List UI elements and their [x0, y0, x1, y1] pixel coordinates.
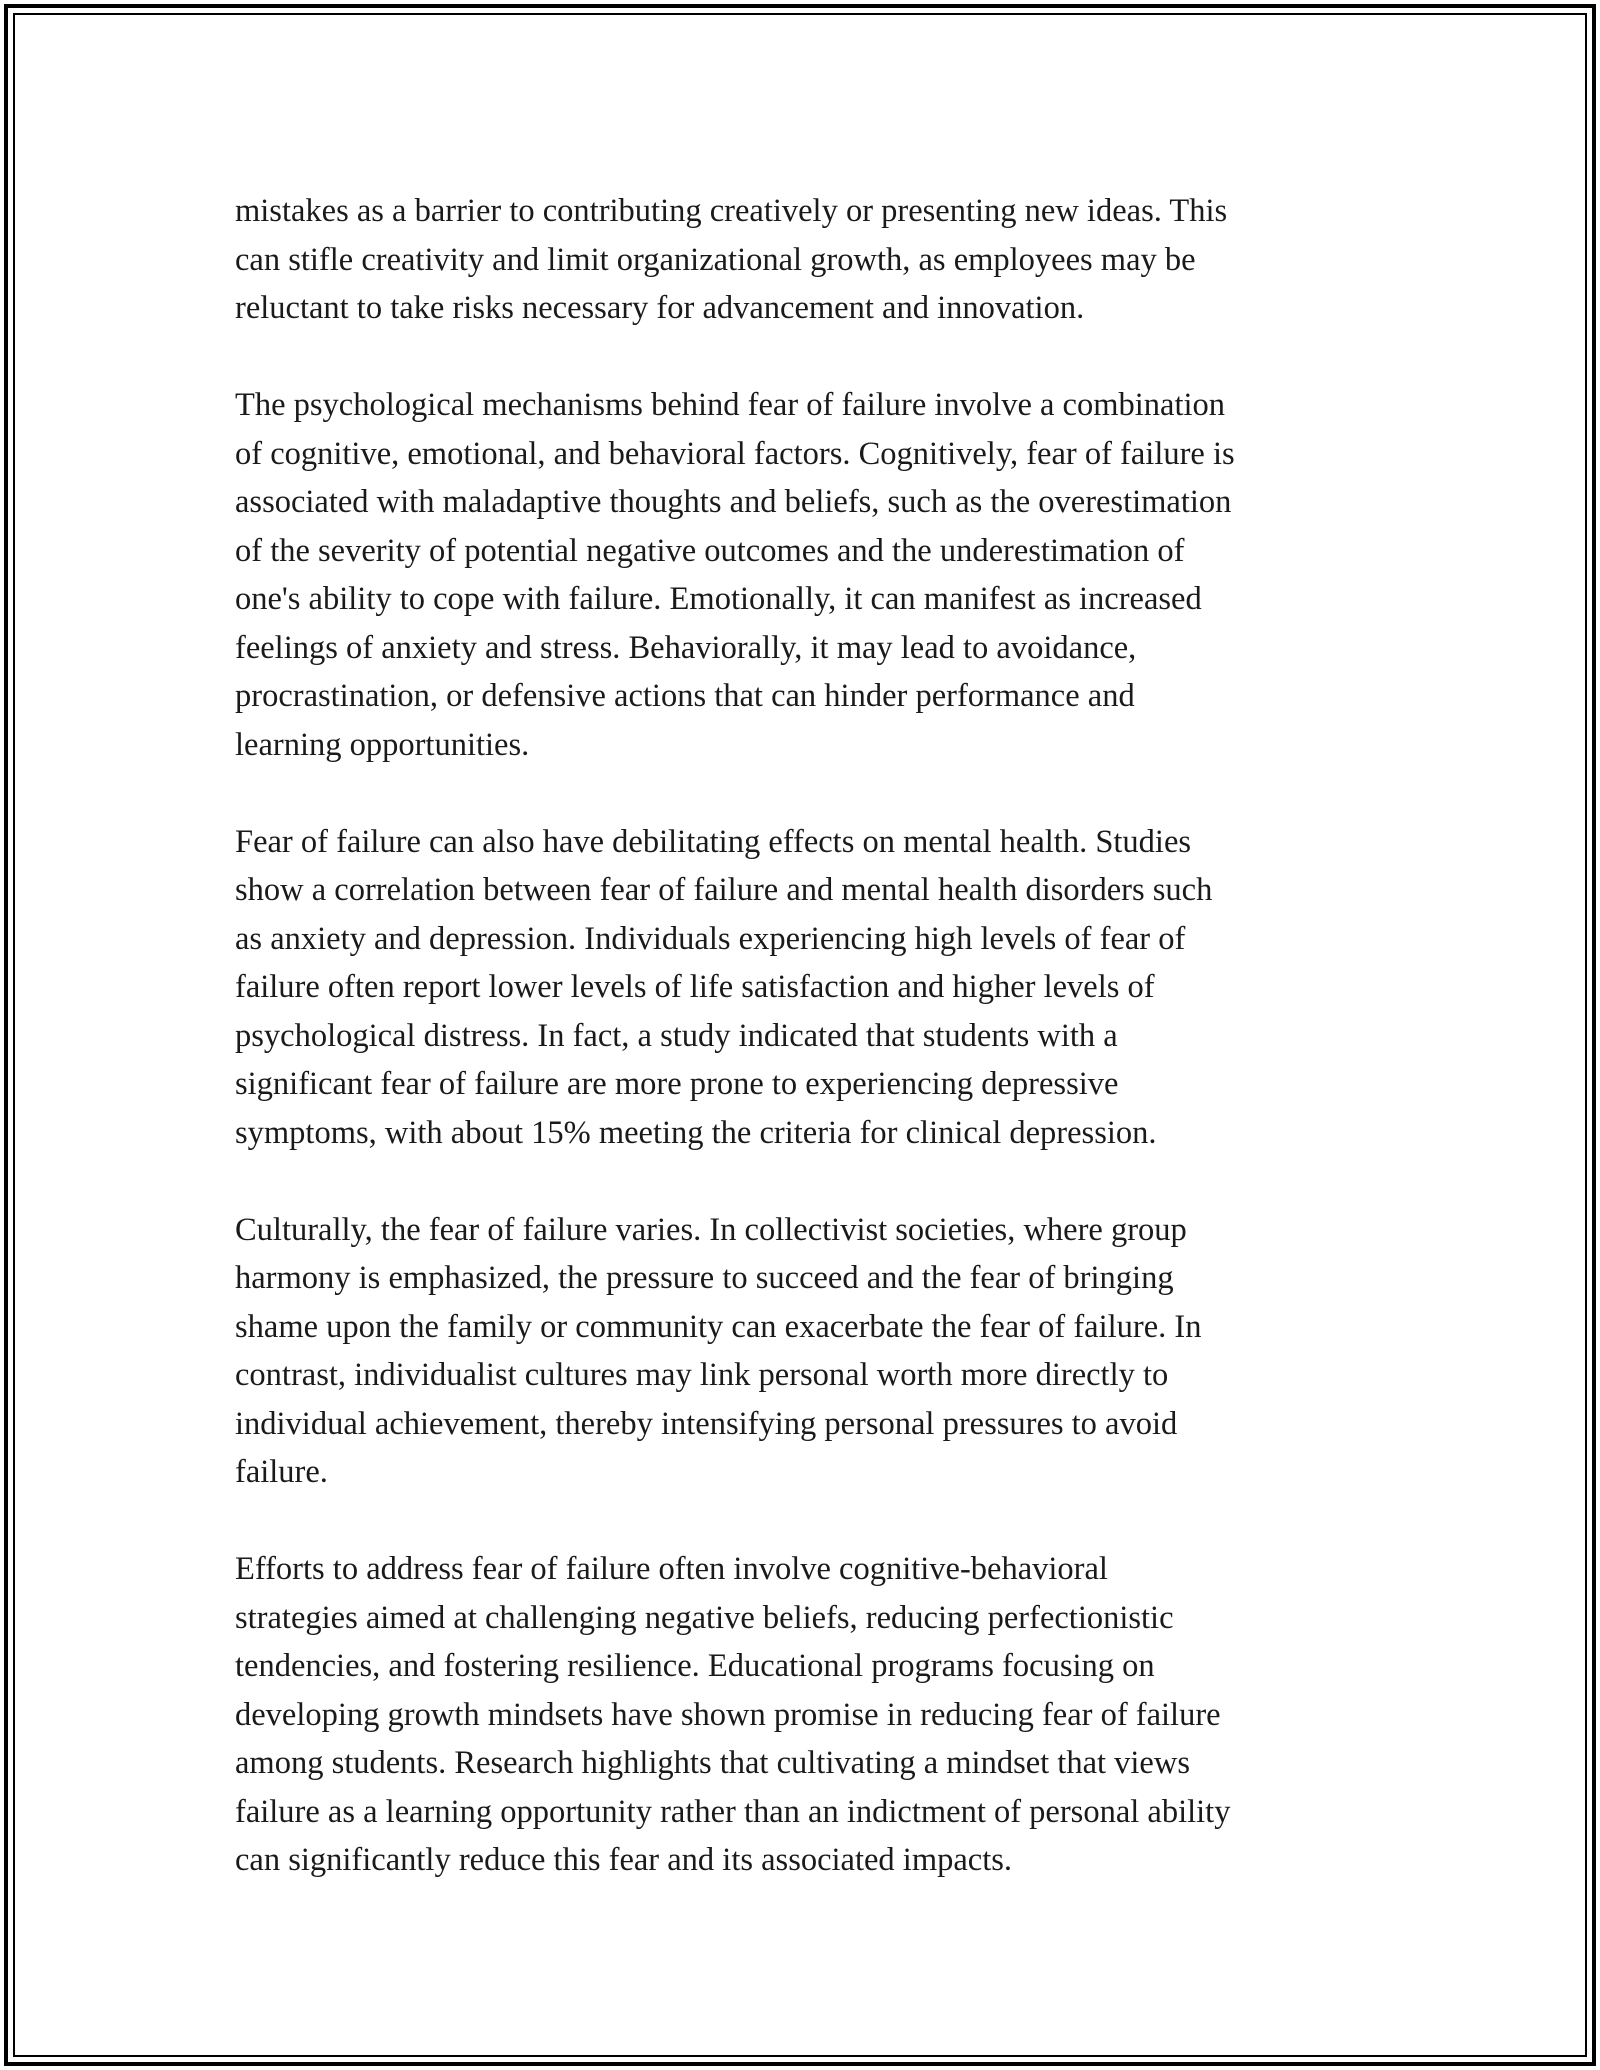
text-line: mistakes as a barrier to contributing creatively or presenting new ideas. This	[235, 193, 1228, 229]
text-line: failure.	[235, 1454, 328, 1490]
text-line: shame upon the family or community can exacerbate the fear of failure. In	[235, 1308, 1202, 1345]
paragraph	[235, 818, 1415, 1158]
text-line: tendencies, and fostering resilience. Educational programs focusing on	[235, 1648, 1155, 1684]
text-line: strategies aimed at challenging negative beliefs, reducing perfectionistic	[235, 1599, 1174, 1636]
paragraph	[235, 381, 1415, 769]
text-line: symptoms, with about 15% meeting the criteria for clinical depression.	[235, 1114, 1157, 1151]
text-line: psychological distress. In fact, a study indicated that students with a	[235, 1017, 1118, 1054]
text-line: failure as a learning opportunity rather than an indictment of personal ability	[235, 1793, 1231, 1830]
text-line: developing growth mindsets have shown promise in reducing fear of failure	[235, 1696, 1221, 1733]
text-line: of cognitive, emotional, and behavioral factors. Cognitively, fear of failure is	[235, 435, 1235, 472]
text-line: one's ability to cope with failure. Emotionally, it can manifest as increased	[235, 581, 1202, 617]
text-line: reluctant to take risks necessary for advancement and innovation.	[235, 290, 1085, 326]
text-line: harmony is emphasized, the pressure to succeed and the fear of bringing	[235, 1260, 1174, 1296]
text-line: procrastination, or defensive actions that can hinder performance and	[235, 678, 1135, 714]
text-line: of the severity of potential negative outcomes and the underestimation of	[235, 532, 1185, 569]
text-line: learning opportunities.	[235, 726, 530, 763]
paragraph	[235, 1545, 1415, 1885]
text-line: feelings of anxiety and stress. Behaviorally, it may lead to avoidance,	[235, 629, 1137, 666]
text-line: Culturally, the fear of failure varies. In collectivist societies, where group	[235, 1211, 1187, 1248]
text-line: as anxiety and depression. Individuals experiencing high levels of fear of	[235, 920, 1186, 957]
text-line: associated with maladaptive thoughts and beliefs, such as the overestimation	[235, 484, 1232, 520]
text-line: can stifle creativity and limit organizational growth, as employees may be	[235, 241, 1196, 278]
text-line: failure often report lower levels of life satisfaction and higher levels of	[235, 969, 1155, 1005]
text-line: Efforts to address fear of failure often involve cognitive-behavioral	[235, 1551, 1108, 1587]
text-line: among students. Research highlights that cultivating a mindset that views	[235, 1745, 1190, 1781]
document-body	[235, 187, 1415, 1885]
text-line: The psychological mechanisms behind fear of failure involve a combination	[235, 387, 1226, 423]
text-line: significant fear of failure are more prone to experiencing depressive	[235, 1066, 1119, 1102]
text-line: individual achievement, thereby intensifying personal pressures to avoid	[235, 1405, 1178, 1442]
text-line: Fear of failure can also have debilitating effects on mental health. Studies	[235, 823, 1192, 860]
paragraph	[235, 1206, 1415, 1497]
text-line: can significantly reduce this fear and its associated impacts.	[235, 1842, 1013, 1878]
text-line: contrast, individualist cultures may link personal worth more directly to	[235, 1357, 1169, 1393]
paragraph	[235, 187, 1415, 333]
text-line: show a correlation between fear of failure and mental health disorders such	[235, 872, 1213, 908]
